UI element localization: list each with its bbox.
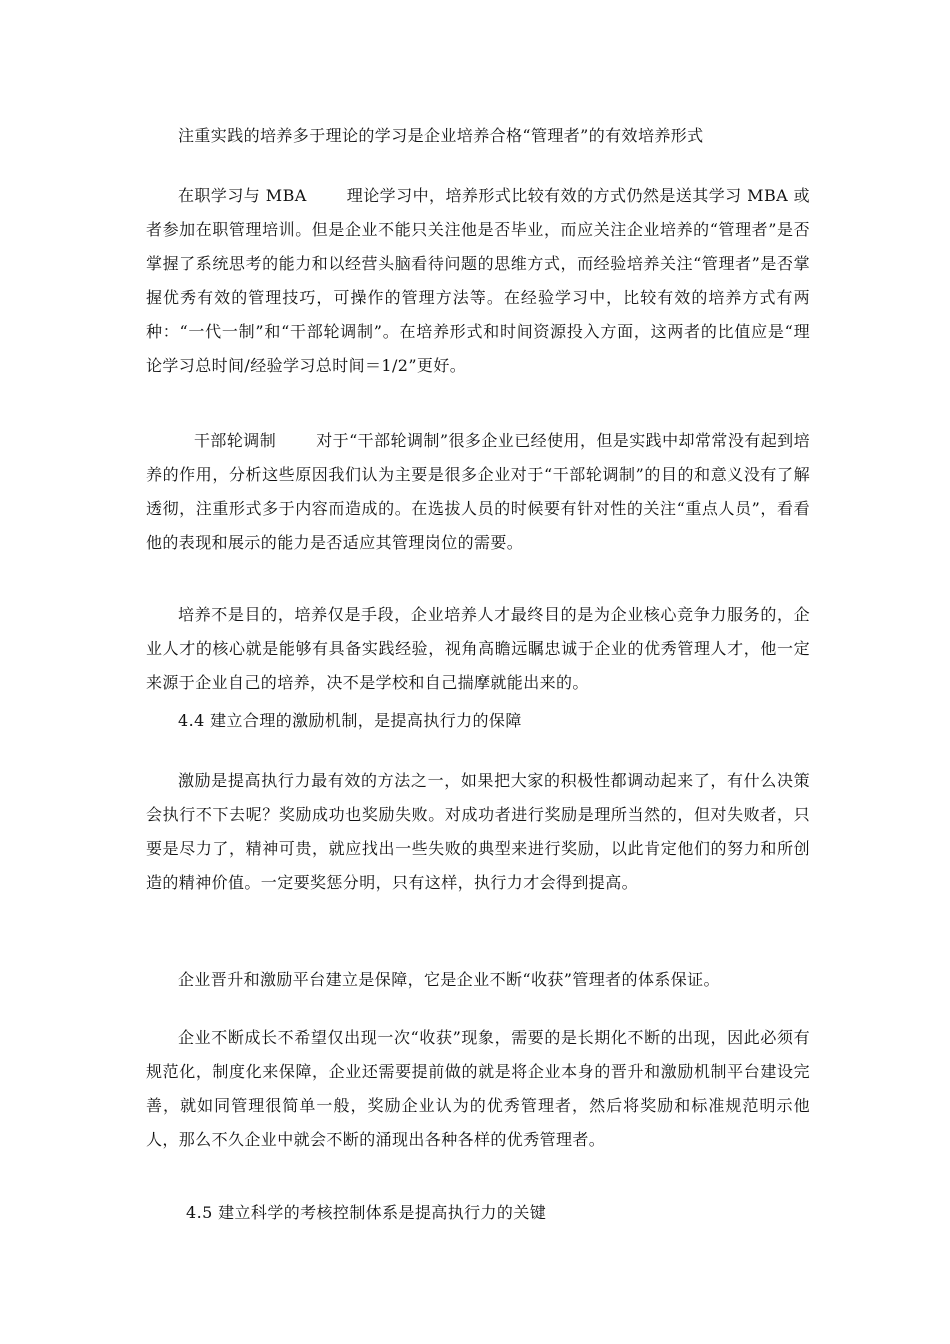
section-heading-4-4: 4.4 建立合理的激励机制，是提高执行力的保障 bbox=[178, 711, 522, 730]
paragraph-rotation-system bbox=[146, 424, 810, 560]
paragraph-promotion-platform: 企业晋升和激励平台建立是保障，它是企业不断“收获”管理者的体系保证。 bbox=[178, 970, 720, 989]
rotation-text: 对于“干部轮调制”很多企业已经使用，但是实践中却常常没有起到培养的作用，分析这些原因我们认为主要是很多企业对于“干部轮调制”的目的和意义没有了解透彻，注重形式多于内容而造成的。在选拔人员的时候要有针对性的关注“重点人员”，看看他的表现和展示的能力是否适应其管理岗位的需要。 bbox=[146, 431, 810, 552]
mba-label: 在职学习与 MBA bbox=[178, 186, 307, 205]
paragraph-continuous-growth: 企业不断成长不希望仅出现一次“收获”现象，需要的是长期化不断的出现，因此必须有规范化，制度化来保障，企业还需要提前做的就是将企业本身的晋升和激励机制平台建设完善，就如同管理很简单一般，奖励企业认为的优秀管理者，然后将奖励和标准规范明示他人，那么不久企业中就会不断的涌现出各种各样的优秀管理者。 bbox=[146, 1028, 810, 1149]
paragraph-training-purpose: 培养不是目的，培养仅是手段，企业培养人才最终目的是为企业核心竞争力服务的，企业人才的核心就是能够有具备实践经验，视角高瞻远瞩忠诚于企业的优秀管理人才，他一定来源于企业自己的培养，决不是学校和自己揣摩就能出来的。 bbox=[146, 605, 810, 692]
section-heading-practice-training: 注重实践的培养多于理论的学习是企业培养合格“管理者”的有效培养形式 bbox=[178, 126, 704, 145]
section-heading-4-5: 4.5 建立科学的考核控制体系是提高执行力的关键 bbox=[186, 1203, 547, 1222]
mba-text: 理论学习中，培养形式比较有效的方式仍然是送其学习 MBA 或者参加在职管理培训。但是企业不能只关注他是否毕业，而应关注企业培养的“管理者”是否掌握了系统思考的能力和以经营头脑看待问题的思维方式，而经验培养关注“管理者”是否掌握优秀有效的管理技巧，可操作的管理方法等。在经验学习中，比较有效的培养方式有两种：“一代一制”和“干部轮调制”。在培养形式和时间资源投入方面，这两者的比值应是“理论学习总时间/经验学习总时间＝1/2”更好。 bbox=[146, 186, 810, 375]
rotation-label: 干部轮调制 bbox=[194, 431, 277, 450]
paragraph-mba-study bbox=[146, 179, 810, 383]
paragraph-incentive: 激励是提高执行力最有效的方法之一，如果把大家的积极性都调动起来了，有什么决策会执行不下去呢？奖励成功也奖励失败。对成功者进行奖励是理所当然的，但对失败者，只要是尽力了，精神可贵，就应找出一些失败的典型来进行奖励，以此肯定他们的努力和所创造的精神价值。一定要奖惩分明，只有这样，执行力才会得到提高。 bbox=[146, 771, 810, 892]
